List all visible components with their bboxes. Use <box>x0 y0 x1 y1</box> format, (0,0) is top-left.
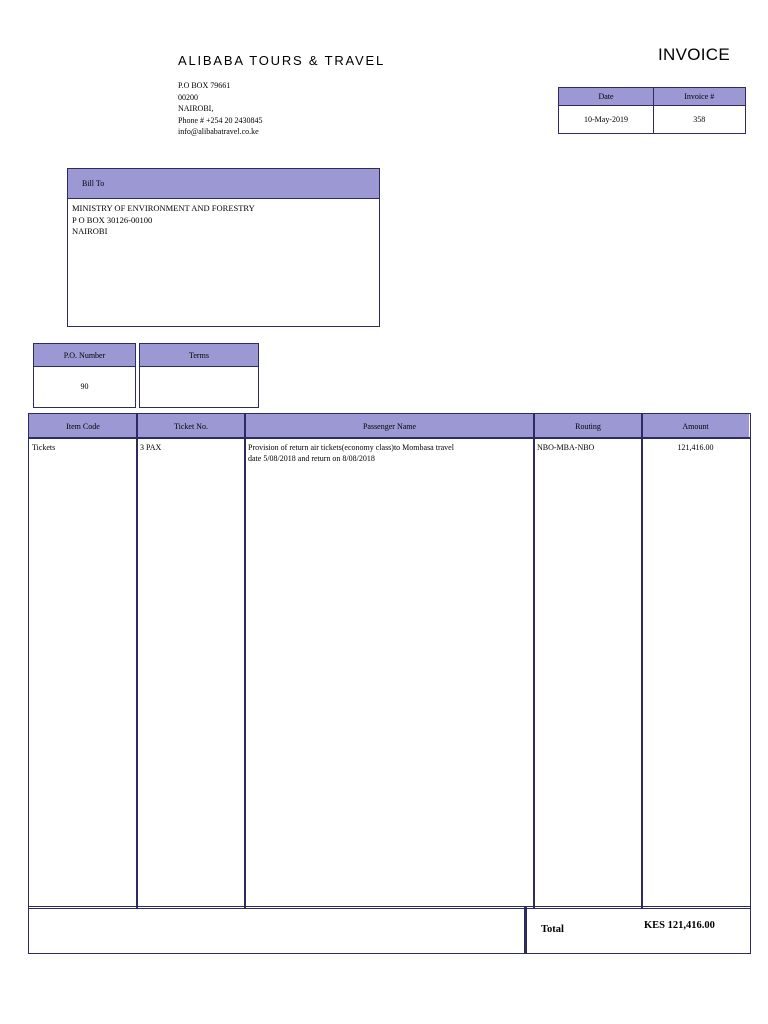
terms-header: Terms <box>139 343 259 367</box>
item-code-cell: Tickets <box>32 443 56 452</box>
amount-header: Amount <box>642 414 749 438</box>
passenger-line: Provision of return air tickets(economy class)to Mombasa travel <box>248 443 454 452</box>
bill-to-line: MINISTRY OF ENVIRONMENT AND FORESTRY <box>72 203 255 213</box>
line-items-table <box>28 413 751 909</box>
bill-to-line: P O BOX 30126-00100 <box>72 214 153 225</box>
email-line: info@alibabatravel.co.ke <box>178 127 259 136</box>
bill-to-header: Bill To <box>68 169 379 199</box>
date-value: 10-May-2019 <box>558 105 654 135</box>
company-address <box>178 80 263 138</box>
document-title: INVOICE <box>658 45 731 64</box>
address-line: P.O BOX 79661 <box>178 81 231 90</box>
routing-cell: NBO-MBA-NBO <box>537 443 595 452</box>
column-divider <box>244 414 246 908</box>
phone-line: Phone # +254 20 2430845 <box>178 115 263 125</box>
address-line: NAIROBI, <box>178 104 214 113</box>
date-invoice-table <box>558 87 746 134</box>
total-value: KES 121,416.00 <box>644 920 715 931</box>
routing-header: Routing <box>534 414 642 438</box>
date-header: Date <box>558 87 654 106</box>
passenger-line: date 5/08/2018 and return on 8/08/2018 <box>248 454 375 463</box>
invoice-number-header: Invoice # <box>653 87 747 106</box>
totals-footer <box>28 906 751 954</box>
ticket-no-cell: 3 PAX <box>140 443 162 452</box>
passenger-name-header: Passenger Name <box>245 414 534 438</box>
address-line: 00200 <box>178 92 198 102</box>
terms-value <box>139 366 259 408</box>
ticket-no-header: Ticket No. <box>137 414 245 438</box>
invoice-number-value: 358 <box>653 105 747 135</box>
column-divider <box>136 414 138 908</box>
company-name: ALIBABA TOURS & TRAVEL <box>178 53 385 68</box>
amount-cell: 121,416.00 <box>677 443 714 452</box>
bill-to-box <box>67 168 380 327</box>
bill-to-address <box>72 203 255 238</box>
footer-divider <box>524 907 527 953</box>
total-label: Total <box>541 924 564 935</box>
po-number-header: P.O. Number <box>33 343 136 367</box>
column-divider <box>641 414 643 908</box>
column-divider <box>533 414 535 908</box>
po-number-value: 90 <box>33 366 136 408</box>
item-code-header: Item Code <box>29 414 137 438</box>
bill-to-line: NAIROBI <box>72 226 108 236</box>
passenger-name-cell <box>248 442 530 464</box>
